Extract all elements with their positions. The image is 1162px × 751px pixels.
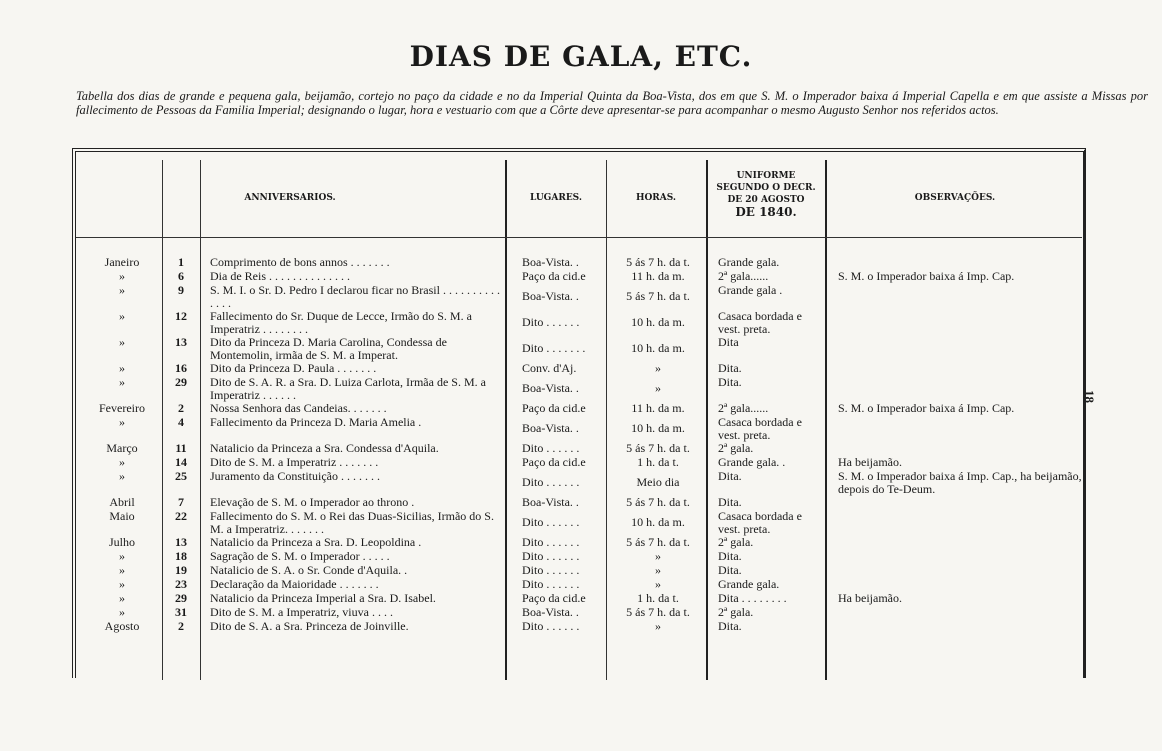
month-cell: » (119, 469, 125, 483)
uniform-cell: Grande gala. (718, 577, 780, 591)
month-cell: Abril (109, 495, 135, 509)
place-cell: Paço da cid.e (522, 591, 586, 605)
uniform-cell: Dita . . . . . . . . (718, 591, 787, 605)
header-divider (76, 237, 1082, 238)
day-cell: 18 (175, 549, 187, 563)
observation-cell: Ha beijamão. (838, 591, 902, 605)
month-cell: » (119, 549, 125, 563)
uniform-cell: Dita. (718, 549, 742, 563)
uniform-cell: Dita. (718, 375, 742, 389)
header-uniform-line2: SEGUNDO O DECR. (716, 183, 816, 193)
day-cell: 23 (175, 577, 187, 591)
hours-cell: 5 ás 7 h. da t. (626, 289, 690, 303)
table-row (0, 510, 1162, 536)
header-uniform (708, 170, 824, 218)
table-row (0, 496, 1162, 510)
event-cell: Natalicio de S. A. o Sr. Conde d'Aquila. . (210, 563, 408, 577)
place-cell: Dito . . . . . . (522, 441, 580, 455)
day-cell: 13 (175, 335, 187, 349)
place-cell: Boa-Vista. . (522, 381, 579, 395)
page-number: 18 (1082, 390, 1097, 403)
observation-cell: S. M. o Imperador baixa á Imp. Cap. (838, 269, 1015, 283)
event-cell: Sagração de S. M. o Imperador . . . . . (210, 549, 390, 563)
table-row (0, 620, 1162, 634)
month-cell: » (119, 563, 125, 577)
uniform-cell: 2ª gala...... (718, 269, 769, 283)
hours-cell: 5 ás 7 h. da t. (626, 255, 690, 269)
hours-cell: 11 h. da m. (631, 269, 685, 283)
uniform-cell: Dita. (718, 361, 742, 375)
table-row (0, 456, 1162, 470)
place-cell: Dito . . . . . . (522, 549, 580, 563)
hours-cell: 1 h. da t. (637, 591, 679, 605)
event-cell: Fallecimento do Sr. Duque de Lecce, Irmão do S. M. a Imperatriz . . . . . . . . (210, 309, 472, 336)
event-cell: Dito da Princeza D. Paula . . . . . . . (210, 361, 377, 375)
hours-cell: 5 ás 7 h. da t. (626, 605, 690, 619)
hours-cell: 1 h. da t. (637, 455, 679, 469)
place-cell: Dito . . . . . . . (522, 341, 586, 355)
hours-cell: 5 ás 7 h. da t. (626, 535, 690, 549)
month-cell: » (119, 415, 125, 429)
event-cell: Natalicio da Princeza a Sra. Condessa d'Aquila. (210, 441, 439, 455)
uniform-cell: 2ª gala. (718, 441, 754, 455)
day-cell: 9 (178, 283, 184, 297)
uniform-cell: Dita. (718, 563, 742, 577)
month-cell: Fevereiro (99, 401, 145, 415)
month-cell: » (119, 361, 125, 375)
event-cell: Natalicio da Princeza a Sra. D. Leopoldina . (210, 535, 422, 549)
day-cell: 12 (175, 309, 187, 323)
day-cell: 29 (175, 591, 187, 605)
hours-cell: » (655, 577, 661, 591)
page-title: DIAS DE GALA, ETC. (409, 40, 753, 73)
month-cell: Janeiro (104, 255, 140, 269)
hours-cell: 5 ás 7 h. da t. (626, 441, 690, 455)
month-cell: Julho (108, 535, 135, 549)
place-cell: Paço da cid.e (522, 269, 586, 283)
hours-cell: 10 h. da m. (631, 515, 685, 529)
uniform-cell: Dita. (718, 619, 742, 633)
hours-cell: 10 h. da m. (631, 421, 685, 435)
hours-cell: » (655, 549, 661, 563)
place-cell: Boa-Vista. . (522, 495, 579, 509)
table-row (0, 592, 1162, 606)
day-cell: 6 (178, 269, 184, 283)
uniform-cell: Dita (718, 335, 739, 349)
uniform-cell: Dita. (718, 469, 742, 483)
hours-cell: Meio dia (636, 475, 680, 489)
uniform-cell: Grande gala . (718, 283, 783, 297)
day-cell: 14 (175, 455, 187, 469)
day-cell: 29 (175, 375, 187, 389)
event-cell: Juramento da Constituição . . . . . . . (210, 469, 380, 483)
month-cell: Maio (109, 509, 135, 523)
hours-cell: » (655, 381, 661, 395)
place-cell: Boa-Vista. . (522, 421, 579, 435)
table-row (0, 270, 1162, 284)
header-hours: HORAS. (635, 193, 677, 203)
uniform-cell: 2ª gala. (718, 605, 754, 619)
month-cell: Agosto (104, 619, 140, 633)
event-cell: Dia de Reis . . . . . . . . . . . . . . (210, 269, 350, 283)
day-cell: 2 (178, 401, 184, 415)
table-row (0, 402, 1162, 416)
place-cell: Boa-Vista. . (522, 605, 579, 619)
observation-cell: S. M. o Imperador baixa á Imp. Cap., ha beijamão, depois do Te-Deum. (838, 469, 1082, 496)
header-uniform-line4: DE 1840. (735, 205, 797, 219)
day-cell: 4 (178, 415, 184, 429)
event-cell: Dito da Princeza D. Maria Carolina, Condessa de Montemolin, irmãa de S. M. a Imperat. (210, 335, 447, 362)
uniform-cell: Grande gala. . (718, 455, 786, 469)
place-cell: Paço da cid.e (522, 401, 586, 415)
month-cell: » (119, 309, 125, 323)
hours-cell: » (655, 619, 661, 633)
day-cell: 1 (178, 255, 184, 269)
event-cell: Fallecimento do S. M. o Rei das Duas-Sicilias, Irmão do S. M. a Imperatriz. . . . . . . (210, 509, 494, 536)
day-cell: 16 (175, 361, 187, 375)
place-cell: Dito . . . . . . (522, 577, 580, 591)
uniform-cell: Casaca bordada e vest. preta. (718, 415, 802, 442)
intro-paragraph: Tabella dos dias de grande e pequena gala, beijamão, cortejo no paço da cidade e no da Imperial Quinta da Boa-Vista, dos em que S. M. o Imperador baixa á Imperial Capella e em que assiste a Missas por fallecimento de Pessoas da Familia Imperial; designando o lugar, hora e vestuario com que a Côrte deve apresentar-se para acompanhar o mesmo Augusto Senhor nos referidos actos. (76, 89, 1148, 117)
place-cell: Conv. d'Aj. (522, 361, 577, 375)
place-cell: Dito . . . . . . (522, 563, 580, 577)
place-cell: Boa-Vista. . (522, 255, 579, 269)
table-row (0, 564, 1162, 578)
header-observations: OBSERVAÇÕES. (914, 193, 996, 203)
table-row (0, 362, 1162, 376)
event-cell: Natalicio da Princeza Imperial a Sra. D. Isabel. (210, 591, 436, 605)
day-cell: 13 (175, 535, 187, 549)
day-cell: 7 (178, 495, 184, 509)
header-places: LUGARES. (529, 193, 582, 203)
gala-days-table (0, 256, 1162, 634)
month-cell: » (119, 455, 125, 469)
hours-cell: 10 h. da m. (631, 315, 685, 329)
uniform-cell: 2ª gala...... (718, 401, 769, 415)
table-row (0, 310, 1162, 336)
day-cell: 2 (178, 619, 184, 633)
header-anniversaries: ANNIVERSARIOS. (244, 193, 336, 203)
event-cell: Dito de S. M. a Imperatriz, viuva . . . . (210, 605, 393, 619)
event-cell: Nossa Senhora das Candeias. . . . . . . (210, 401, 387, 415)
event-cell: Declaração da Maioridade . . . . . . . (210, 577, 379, 591)
event-cell: Fallecimento da Princeza D. Maria Amelia . (210, 415, 422, 429)
table-row (0, 336, 1162, 362)
place-cell: Dito . . . . . . (522, 515, 580, 529)
place-cell: Dito . . . . . . (522, 315, 580, 329)
hours-cell: » (655, 361, 661, 375)
observation-cell: Ha beijamão. (838, 455, 902, 469)
header-uniform-line3: DE 20 AGOSTO (727, 195, 805, 205)
event-cell: Dito de S. M. a Imperatriz . . . . . . . (210, 455, 379, 469)
hours-cell: 11 h. da m. (631, 401, 685, 415)
event-cell: Dito de S. A. R. a Sra. D. Luiza Carlota, Irmãa de S. M. a Imperatriz . . . . . . (210, 375, 486, 402)
hours-cell: » (655, 563, 661, 577)
uniform-cell: Dita. (718, 495, 742, 509)
day-cell: 19 (175, 563, 187, 577)
event-cell: Dito de S. A. a Sra. Princeza de Joinville. (210, 619, 409, 633)
event-cell: S. M. I. o Sr. D. Pedro I declarou ficar no Brasil . . . . . . . . . . . . . . (210, 283, 500, 310)
table-row (0, 376, 1162, 402)
day-cell: 11 (175, 441, 187, 455)
day-cell: 22 (175, 509, 187, 523)
month-cell: Março (106, 441, 138, 455)
day-cell: 25 (175, 469, 187, 483)
month-cell: » (119, 577, 125, 591)
table-row (0, 416, 1162, 442)
observation-cell: S. M. o Imperador baixa á Imp. Cap. (838, 401, 1015, 415)
place-cell: Dito . . . . . . (522, 475, 580, 489)
uniform-cell: Casaca bordada e vest. preta. (718, 509, 802, 536)
day-cell: 31 (175, 605, 187, 619)
table-row (0, 550, 1162, 564)
place-cell: Dito . . . . . . (522, 535, 580, 549)
month-cell: » (119, 375, 125, 389)
table-row (0, 470, 1162, 496)
table-row (0, 442, 1162, 456)
place-cell: Dito . . . . . . (522, 619, 580, 633)
uniform-cell: Casaca bordada e vest. preta. (718, 309, 802, 336)
hours-cell: 10 h. da m. (631, 341, 685, 355)
uniform-cell: 2ª gala. (718, 535, 754, 549)
month-cell: » (119, 605, 125, 619)
table-row (0, 536, 1162, 550)
month-cell: » (119, 283, 125, 297)
table-row (0, 256, 1162, 270)
place-cell: Boa-Vista. . (522, 289, 579, 303)
event-cell: Elevação de S. M. o Imperador ao throno . (210, 495, 415, 509)
place-cell: Paço da cid.e (522, 455, 586, 469)
uniform-cell: Grande gala. (718, 255, 780, 269)
hours-cell: 5 ás 7 h. da t. (626, 495, 690, 509)
event-cell: Comprimento de bons annos . . . . . . . (210, 255, 390, 269)
month-cell: » (119, 335, 125, 349)
month-cell: » (119, 269, 125, 283)
table-row (0, 284, 1162, 310)
month-cell: » (119, 591, 125, 605)
header-uniform-line1: UNIFORME (736, 171, 796, 181)
table-row (0, 578, 1162, 592)
table-row (0, 606, 1162, 620)
